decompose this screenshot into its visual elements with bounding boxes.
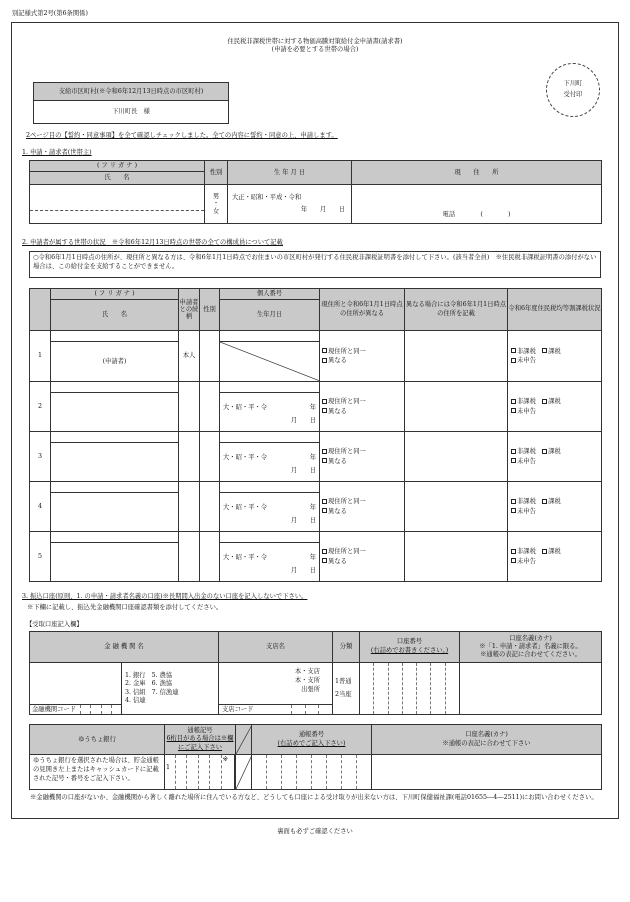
year-label: 年 xyxy=(309,453,316,461)
diff-checkbox xyxy=(322,356,402,365)
same-checkbox xyxy=(322,497,402,506)
reception-stamp xyxy=(546,63,600,117)
address-same-options[interactable] xyxy=(320,382,405,432)
section1-heading: 1. 申請・請求者(世帯主) xyxy=(22,149,92,156)
mynumber-field[interactable] xyxy=(220,482,320,493)
checkbox-icon xyxy=(542,549,547,554)
gender-header: 性別 xyxy=(205,161,228,185)
acct-no-header xyxy=(360,632,460,663)
member-furigana-field[interactable] xyxy=(51,432,179,443)
checkbox-icon xyxy=(322,508,327,513)
diff-label: 異なる xyxy=(328,407,347,415)
tax-status-options[interactable] xyxy=(508,331,602,382)
form-subtitle: (申請を必要とする世帯の場合) xyxy=(271,45,359,53)
same-label: 現住所と同一 xyxy=(328,398,366,406)
form-code: 別記様式第2号(第6条関係) xyxy=(12,10,88,17)
checkbox-icon xyxy=(322,449,327,454)
relation-field[interactable]: 本人 xyxy=(179,331,200,382)
acct-type-checking: 2当座 xyxy=(335,690,352,698)
yucho-holder-header xyxy=(372,725,602,755)
member-furigana-field[interactable] xyxy=(51,382,179,393)
taxed-label: 課税 xyxy=(548,347,561,355)
month-day-label: 月 日 xyxy=(290,466,316,474)
yucho-header: ゆうちょ銀行 xyxy=(30,725,165,755)
bank-type-shinkumi: 3. 信組 xyxy=(125,688,146,696)
member-name-field[interactable]: (申請者) xyxy=(51,342,179,382)
address-same-options[interactable] xyxy=(320,432,405,482)
previous-address-field[interactable] xyxy=(405,382,508,432)
mynumber-field[interactable] xyxy=(220,382,320,393)
tax-header: 令和6年度住民税均等割課税状況 xyxy=(508,289,602,331)
bank-table xyxy=(29,631,602,715)
member-name-field[interactable] xyxy=(51,443,179,482)
checkbox-icon xyxy=(542,348,547,353)
diff-checkbox xyxy=(322,407,402,416)
mayor-name: 下川町長 様 xyxy=(112,108,150,115)
branch-field[interactable] xyxy=(219,663,333,715)
kigo-prefix: 1 xyxy=(166,764,171,771)
municipality-label: 支給市区町村(※令和6年12月13日時点の市区町村) xyxy=(34,83,228,101)
bank-type-gyokyo: 6. 漁協 xyxy=(151,680,173,688)
member-gender-field[interactable] xyxy=(200,432,220,482)
undeclared-label: 未申告 xyxy=(517,507,536,515)
nontax-label: 非課税 xyxy=(517,448,536,456)
year-label: 年 xyxy=(309,503,316,511)
taxed-label: 課税 xyxy=(548,548,561,556)
gender-options[interactable]: 男 ・ 女 xyxy=(205,185,228,224)
same-checkbox xyxy=(322,347,402,356)
same-checkbox xyxy=(322,547,402,556)
previous-address-field[interactable] xyxy=(405,482,508,532)
nontax-label: 非課税 xyxy=(517,498,536,506)
section3-heading: 3. 振込口座(原則、1. の申請・請求者名義の口座)※長期間入出金のない口座を記入しないで下さい。 xyxy=(22,593,308,600)
row-number: 1 xyxy=(30,331,51,382)
back-note: 裏面も必ずご確認ください xyxy=(277,828,353,835)
hh-name-header: 氏 名 xyxy=(51,300,179,331)
diff-label: 異なる xyxy=(328,507,347,515)
holder-note1: ※「1. 申請・請求者」名義に限る。 xyxy=(479,642,582,650)
kigo-note: 6桁目がある場合は※欄にご記入下さい xyxy=(166,735,234,751)
acct-no-field[interactable] xyxy=(360,663,460,715)
addr-diff-header: 異なる場合には令和6年1月1日時点の住所を記載 xyxy=(405,289,508,331)
diff-label: 異なる xyxy=(328,557,347,565)
branch-header: 支店名 xyxy=(219,632,333,663)
checkbox-icon xyxy=(322,499,327,504)
yucho-holder-field[interactable] xyxy=(372,755,602,790)
checkbox-icon xyxy=(511,348,516,353)
checkbox-icon xyxy=(542,399,547,404)
checkbox-icon xyxy=(511,549,516,554)
hh-furigana-header: ( フ リ ガ ナ ) xyxy=(51,289,179,300)
bango-sub: (右詰めでご記入下さい) xyxy=(277,739,346,747)
member-dob-field[interactable] xyxy=(220,393,320,432)
member-name-field[interactable] xyxy=(51,393,179,432)
household-table xyxy=(29,288,602,582)
diff-label: 異なる xyxy=(328,357,347,364)
same-label: 現住所と同一 xyxy=(328,347,366,355)
diff-checkbox xyxy=(322,557,402,566)
dob-strike-line xyxy=(220,342,320,381)
member-furigana-field[interactable] xyxy=(51,331,179,342)
undeclared-label: 未申告 xyxy=(517,557,536,565)
checkbox-icon xyxy=(322,348,327,353)
same-checkbox xyxy=(322,447,402,456)
relation-field[interactable] xyxy=(179,382,200,432)
taxed-label: 課税 xyxy=(548,398,561,406)
bango-field[interactable] xyxy=(252,755,372,790)
checkbox-icon xyxy=(542,449,547,454)
era-options: 大・昭・平・令 xyxy=(223,503,268,511)
undeclared-label: 未申告 xyxy=(517,357,536,364)
checkbox-icon xyxy=(322,399,327,404)
member-name-field[interactable] xyxy=(51,543,179,582)
checkbox-icon xyxy=(322,408,327,413)
year-label: 年 xyxy=(309,403,316,411)
nontax-label: 非課税 xyxy=(517,398,536,406)
name-header: 氏 名 xyxy=(30,172,205,185)
member-furigana-field[interactable] xyxy=(51,482,179,493)
row-number: 2 xyxy=(30,382,51,432)
checkbox-icon xyxy=(511,358,516,363)
year-label: 年 xyxy=(309,553,316,561)
member-gender-field[interactable] xyxy=(200,482,220,532)
member-furigana-field[interactable] xyxy=(51,532,179,543)
mynumber-field[interactable] xyxy=(220,532,320,543)
member-dob-field[interactable] xyxy=(220,342,320,382)
previous-address-field[interactable] xyxy=(405,331,508,382)
same-label: 現住所と同一 xyxy=(328,498,366,506)
branch-code-label: 支店コード xyxy=(222,706,254,713)
relation-field[interactable] xyxy=(179,532,200,582)
holder-label: 口座名義(カナ) xyxy=(509,634,552,642)
bank-type-nokyo: 5. 農協 xyxy=(151,672,173,680)
section2-note: ○令和6年1月1日時点の住所が、現住所と異なる方は、令和6年1月1日時点でお住まいの市区町村が発行する住民税非課税証明書を添付して下さい。(該当者全員) ※住民税非課税証明書の添付がない場合は、この給付金を支給することができません。 xyxy=(29,251,601,278)
member-dob-field[interactable] xyxy=(220,493,320,532)
month-day-label: 月 日 xyxy=(290,566,316,574)
member-dob-field[interactable] xyxy=(220,543,320,582)
mynumber-field[interactable] xyxy=(220,331,320,342)
taxed-label: 課税 xyxy=(548,448,561,456)
tax-status-options[interactable] xyxy=(508,382,602,432)
bango-header xyxy=(252,725,372,755)
address-same-options[interactable] xyxy=(320,331,405,382)
bank-type-bank: 1. 銀行 xyxy=(125,672,146,680)
tel-label: 電話 ( ) xyxy=(442,211,511,219)
previous-address-field[interactable] xyxy=(405,532,508,582)
checkbox-icon xyxy=(511,499,516,504)
holder-field[interactable] xyxy=(460,663,602,715)
same-label: 現住所と同一 xyxy=(328,548,366,556)
bank-code-label: 金融機関コード xyxy=(32,706,77,713)
addressee-box xyxy=(33,82,229,124)
diff-checkbox xyxy=(322,507,402,516)
dob-ymd: 年 月 日 xyxy=(300,206,345,213)
footnote: ※金融機関の口座がないか、金融機関から著しく離れた場所に住んでいる方など、どうしても口座による受け取りが出来ない方は、下川町保健福祉課(電話01655―4―2511)にお問い合わせください。 xyxy=(30,794,598,801)
era-options: 大正・昭和・平成・令和 xyxy=(232,194,302,202)
row-number: 5 xyxy=(30,532,51,582)
bango-label: 通帳番号 xyxy=(298,730,325,738)
kigo-header xyxy=(165,725,236,755)
yucho-holder-label: 口座名義(カナ) xyxy=(465,730,508,738)
furigana-header: ( フ リ ガ ナ ) xyxy=(30,161,205,172)
member-gender-field[interactable] xyxy=(200,532,220,582)
holder-header xyxy=(460,632,602,663)
account-box-title: 【受取口座記入欄】 xyxy=(26,621,83,628)
member-dob-field[interactable] xyxy=(220,443,320,482)
diff-checkbox xyxy=(322,457,402,466)
diff-label: 異なる xyxy=(328,457,347,465)
branch-type-office: 出張所 xyxy=(301,686,320,694)
era-options: 大・昭・平・令 xyxy=(223,553,268,561)
branch-type-main: 本・支店 xyxy=(294,668,320,675)
checkbox-icon xyxy=(511,399,516,404)
era-options: 大・昭・平・令 xyxy=(223,403,268,411)
kigo-field[interactable] xyxy=(165,755,236,790)
member-gender-field[interactable] xyxy=(200,382,220,432)
undeclared-label: 未申告 xyxy=(517,457,536,465)
yucho-holder-note: ※通帳の表記に合わせて下さい xyxy=(442,739,531,747)
applicant-name-field[interactable] xyxy=(30,185,205,224)
relation-field[interactable] xyxy=(179,432,200,482)
nontax-label: 非課税 xyxy=(517,347,536,355)
same-checkbox xyxy=(322,397,402,406)
checkbox-icon xyxy=(542,499,547,504)
relation-field[interactable] xyxy=(179,482,200,532)
applicant-table xyxy=(29,160,602,224)
undeclared-label: 未申告 xyxy=(517,407,536,415)
row-number: 3 xyxy=(30,432,51,482)
taxed-label: 課税 xyxy=(548,498,561,506)
checkbox-icon xyxy=(511,408,516,413)
month-day-label: 月 日 xyxy=(290,416,316,424)
addr-same-header: 現住所と令和6年1月1日時点の住所が異なる xyxy=(320,289,405,331)
acct-type-savings: 1普通 xyxy=(335,677,352,685)
stamp-line1: 下川町 xyxy=(563,80,583,87)
acct-no-sub: (右詰めでお書きください。) xyxy=(370,647,449,654)
address-header: 現 住 所 xyxy=(352,161,602,185)
bank-type-shingyoren: 7. 信漁連 xyxy=(151,688,179,696)
member-gender-field[interactable] xyxy=(200,331,220,382)
nontax-label: 非課税 xyxy=(517,548,536,556)
dob-field[interactable] xyxy=(228,185,352,224)
checkbox-icon xyxy=(511,508,516,513)
era-options: 大・昭・平・令 xyxy=(223,453,268,461)
checkbox-icon xyxy=(511,458,516,463)
month-day-label: 月 日 xyxy=(290,516,316,524)
checkbox-icon xyxy=(511,558,516,563)
bank-type-shinren: 4. 信連 xyxy=(125,696,146,704)
kigo-sixth-mark: ※ xyxy=(221,755,235,789)
yucho-table xyxy=(29,724,602,790)
hh-dob-header: 生年月日 xyxy=(220,300,320,331)
holder-note2: ※通帳の表記に合わせてください。 xyxy=(480,651,581,659)
acct-type-options[interactable] xyxy=(333,663,360,715)
address-field[interactable] xyxy=(352,185,602,224)
hh-gender-header: 性別 xyxy=(200,289,220,331)
checkbox-icon xyxy=(322,458,327,463)
tax-status-options[interactable] xyxy=(508,532,602,582)
bank-type-shinkin: 2. 金庫 xyxy=(125,680,146,688)
row-number: 4 xyxy=(30,482,51,532)
yucho-description: ゆうちょ銀行を選択された場合は、貯金通帳の見開き左上またはキャッシュカードに記載された記号・番号をご記入下さい。 xyxy=(30,755,165,790)
checkbox-icon xyxy=(322,549,327,554)
address-same-options[interactable] xyxy=(320,532,405,582)
member-name-field[interactable] xyxy=(51,493,179,532)
acct-type-header: 分類 xyxy=(333,632,360,663)
checkbox-icon xyxy=(322,558,327,563)
bank-name-header: 金 融 機 関 名 xyxy=(30,632,219,663)
checkbox-icon xyxy=(322,358,327,363)
dob-header: 生 年 月 日 xyxy=(228,161,352,185)
branch-type-sub: 本・支所 xyxy=(294,677,320,685)
address-same-options[interactable] xyxy=(320,482,405,532)
form-title: 住民税非課税世帯に対する物価高騰対策給付金申請書(請求書) xyxy=(227,38,403,45)
section3-sub: ※下欄に記載し、振込先金融機関口座確認書類を添付してください。 xyxy=(27,604,223,611)
confirm-note: 2ページ目の【誓約・同意事項】を全て確認しチェックしました。全ての内容に誓約・同意の上、申請します。 xyxy=(26,132,338,139)
kigo-label: 通帳記号 xyxy=(187,727,213,735)
tax-status-options[interactable] xyxy=(508,482,602,532)
tax-status-options[interactable] xyxy=(508,432,602,482)
checkbox-icon xyxy=(511,449,516,454)
previous-address-field[interactable] xyxy=(405,432,508,482)
bank-name-field[interactable] xyxy=(30,663,122,715)
mynumber-header: 個人番号 xyxy=(220,289,320,300)
same-label: 現住所と同一 xyxy=(328,448,366,456)
section2-heading: 2. 申請者が属する世帯の状況 ※令和6年12月13日時点の世帯の全ての構成員について記載 xyxy=(22,239,283,246)
mynumber-field[interactable] xyxy=(220,432,320,443)
relation-header: 申請者との続柄 xyxy=(179,289,200,331)
acct-no-label: 口座番号 xyxy=(396,638,423,646)
stamp-line2: 受付印 xyxy=(563,90,583,98)
bank-type-options[interactable] xyxy=(122,663,219,715)
